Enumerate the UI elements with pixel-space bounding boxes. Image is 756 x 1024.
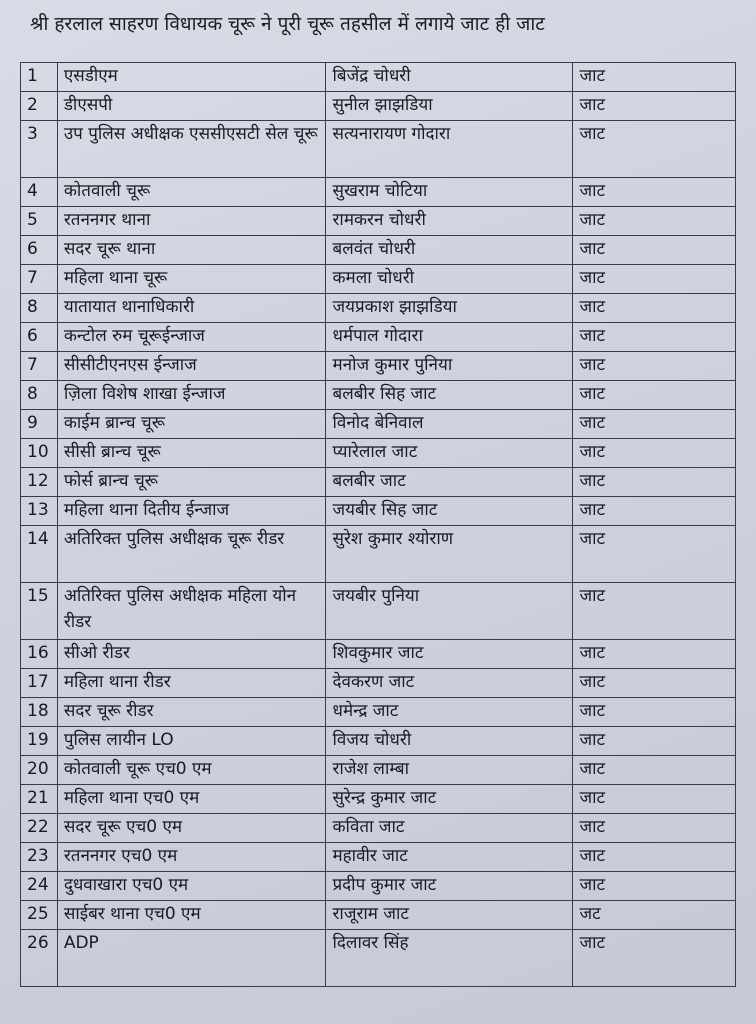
serial-number-cell: 26	[21, 930, 58, 987]
caste-cell: जाट	[573, 207, 736, 236]
post-cell: सीओ रीडर	[57, 640, 326, 669]
serial-number-cell: 9	[21, 410, 58, 439]
table-body	[21, 63, 736, 987]
post-cell: डीएसपी	[57, 92, 326, 121]
page-heading: श्री हरलाल साहरण विधायक चूरू ने पूरी चूरू तहसील में लगाये जाट ही जाट	[30, 13, 545, 35]
table-row	[21, 352, 736, 381]
post-cell: ADP	[57, 930, 326, 987]
serial-number-cell: 25	[21, 901, 58, 930]
post-cell: साईबर थाना एच0 एम	[57, 901, 326, 930]
name-cell: प्यारेलाल जाट	[326, 439, 573, 468]
table-row	[21, 872, 736, 901]
name-cell: सुखराम चोटिया	[326, 178, 573, 207]
serial-number-cell: 10	[21, 439, 58, 468]
post-cell: उप पुलिस अधीक्षक एससीएसटी सेल चूरू	[57, 121, 326, 178]
name-cell: बलबीर जाट	[326, 468, 573, 497]
table-row	[21, 843, 736, 872]
post-cell: महिला थाना दितीय ईन्जाज	[57, 497, 326, 526]
serial-number-cell: 4	[21, 178, 58, 207]
serial-number-cell: 7	[21, 265, 58, 294]
caste-cell: जाट	[573, 236, 736, 265]
caste-cell: जाट	[573, 410, 736, 439]
serial-number-cell: 12	[21, 468, 58, 497]
name-cell: सुरेन्द्र कुमार जाट	[326, 785, 573, 814]
caste-cell: जट	[573, 901, 736, 930]
name-cell: विनोद बेनिवाल	[326, 410, 573, 439]
caste-cell: जाट	[573, 323, 736, 352]
name-cell: राजेश लाम्बा	[326, 756, 573, 785]
serial-number-cell: 5	[21, 207, 58, 236]
caste-cell: जाट	[573, 121, 736, 178]
table-row	[21, 63, 736, 92]
table-row	[21, 583, 736, 640]
name-cell: धमेन्द्र जाट	[326, 698, 573, 727]
post-cell: सदर चूरू एच0 एम	[57, 814, 326, 843]
post-cell: कोतवाली चूरू एच0 एम	[57, 756, 326, 785]
post-cell: पुलिस लायीन LO	[57, 727, 326, 756]
post-cell: अतिरिक्त पुलिस अधीक्षक महिला योन रीडर	[57, 583, 326, 640]
serial-number-cell: 23	[21, 843, 58, 872]
name-cell: शिवकुमार जाट	[326, 640, 573, 669]
table-row	[21, 178, 736, 207]
serial-number-cell: 8	[21, 381, 58, 410]
serial-number-cell: 2	[21, 92, 58, 121]
table-row	[21, 265, 736, 294]
table-row	[21, 439, 736, 468]
table-row	[21, 207, 736, 236]
caste-cell: जाट	[573, 583, 736, 640]
name-cell: दिलावर सिंह	[326, 930, 573, 987]
table-row	[21, 526, 736, 583]
table-row	[21, 785, 736, 814]
caste-cell: जाट	[573, 843, 736, 872]
table-row	[21, 669, 736, 698]
caste-cell: जाट	[573, 468, 736, 497]
name-cell: रामकरन चोधरी	[326, 207, 573, 236]
caste-cell: जाट	[573, 526, 736, 583]
caste-cell: जाट	[573, 727, 736, 756]
serial-number-cell: 20	[21, 756, 58, 785]
name-cell: महावीर जाट	[326, 843, 573, 872]
post-cell: सदर चूरू रीडर	[57, 698, 326, 727]
post-cell: महिला थाना रीडर	[57, 669, 326, 698]
caste-cell: जाट	[573, 698, 736, 727]
post-cell: फोर्स ब्रान्च चूरू	[57, 468, 326, 497]
serial-number-cell: 19	[21, 727, 58, 756]
caste-cell: जाट	[573, 439, 736, 468]
table-row	[21, 236, 736, 265]
caste-cell: जाट	[573, 497, 736, 526]
serial-number-cell: 7	[21, 352, 58, 381]
serial-number-cell: 14	[21, 526, 58, 583]
post-cell: काईम ब्रान्च चूरू	[57, 410, 326, 439]
table-row	[21, 323, 736, 352]
caste-cell: जाट	[573, 352, 736, 381]
post-cell: दुधवाखारा एच0 एम	[57, 872, 326, 901]
name-cell: जयप्रकाश झाझडिया	[326, 294, 573, 323]
post-cell: रतननगर थाना	[57, 207, 326, 236]
post-cell: कन्टोल रुम चूरूईन्जाज	[57, 323, 326, 352]
post-cell: अतिरिक्त पुलिस अधीक्षक चूरू रीडर	[57, 526, 326, 583]
name-cell: सुरेश कुमार श्योराण	[326, 526, 573, 583]
post-cell: रतननगर एच0 एम	[57, 843, 326, 872]
caste-cell: जाट	[573, 872, 736, 901]
serial-number-cell: 3	[21, 121, 58, 178]
post-cell: कोतवाली चूरू	[57, 178, 326, 207]
caste-cell: जाट	[573, 669, 736, 698]
name-cell: मनोज कुमार पुनिया	[326, 352, 573, 381]
caste-cell: जाट	[573, 294, 736, 323]
post-cell: महिला थाना चूरू	[57, 265, 326, 294]
serial-number-cell: 15	[21, 583, 58, 640]
name-cell: विजय चोधरी	[326, 727, 573, 756]
table-row	[21, 756, 736, 785]
table-row	[21, 930, 736, 987]
caste-cell: जाट	[573, 63, 736, 92]
table-row	[21, 410, 736, 439]
name-cell: राजूराम जाट	[326, 901, 573, 930]
post-cell: यातायात थानाधिकारी	[57, 294, 326, 323]
table-row	[21, 468, 736, 497]
serial-number-cell: 6	[21, 323, 58, 352]
table-row	[21, 294, 736, 323]
caste-cell: जाट	[573, 381, 736, 410]
caste-cell: जाट	[573, 640, 736, 669]
serial-number-cell: 13	[21, 497, 58, 526]
name-cell: प्रदीप कुमार जाट	[326, 872, 573, 901]
name-cell: कविता जाट	[326, 814, 573, 843]
post-cell: सीसीटीएनएस ईन्जाज	[57, 352, 326, 381]
name-cell: सत्यनारायण गोदारा	[326, 121, 573, 178]
table-row	[21, 698, 736, 727]
serial-number-cell: 8	[21, 294, 58, 323]
caste-cell: जाट	[573, 178, 736, 207]
name-cell: जयबीर सिह जाट	[326, 497, 573, 526]
serial-number-cell: 18	[21, 698, 58, 727]
caste-cell: जाट	[573, 265, 736, 294]
table-row	[21, 381, 736, 410]
serial-number-cell: 6	[21, 236, 58, 265]
name-cell: बलबीर सिह जाट	[326, 381, 573, 410]
serial-number-cell: 21	[21, 785, 58, 814]
table-row	[21, 901, 736, 930]
name-cell: बलवंत चोधरी	[326, 236, 573, 265]
name-cell: बिजेंद्र चोधरी	[326, 63, 573, 92]
caste-cell: जाट	[573, 92, 736, 121]
name-cell: सुनील झाझडिया	[326, 92, 573, 121]
caste-cell: जाट	[573, 756, 736, 785]
table-row	[21, 121, 736, 178]
post-cell: ज़िला विशेष शाखा ईन्जाज	[57, 381, 326, 410]
table-row	[21, 727, 736, 756]
caste-cell: जाट	[573, 930, 736, 987]
post-cell: सदर चूरू थाना	[57, 236, 326, 265]
name-cell: कमला चोधरी	[326, 265, 573, 294]
name-cell: देवकरण जाट	[326, 669, 573, 698]
serial-number-cell: 1	[21, 63, 58, 92]
serial-number-cell: 22	[21, 814, 58, 843]
name-cell: जयबीर पुनिया	[326, 583, 573, 640]
caste-cell: जाट	[573, 814, 736, 843]
post-cell: महिला थाना एच0 एम	[57, 785, 326, 814]
officials-table	[20, 62, 736, 987]
name-cell: धर्मपाल गोदारा	[326, 323, 573, 352]
caste-cell: जाट	[573, 785, 736, 814]
table-row	[21, 640, 736, 669]
serial-number-cell: 16	[21, 640, 58, 669]
serial-number-cell: 24	[21, 872, 58, 901]
serial-number-cell: 17	[21, 669, 58, 698]
post-cell: सीसी ब्रान्च चूरू	[57, 439, 326, 468]
post-cell: एसडीएम	[57, 63, 326, 92]
table-row	[21, 497, 736, 526]
table-row	[21, 814, 736, 843]
table-row	[21, 92, 736, 121]
